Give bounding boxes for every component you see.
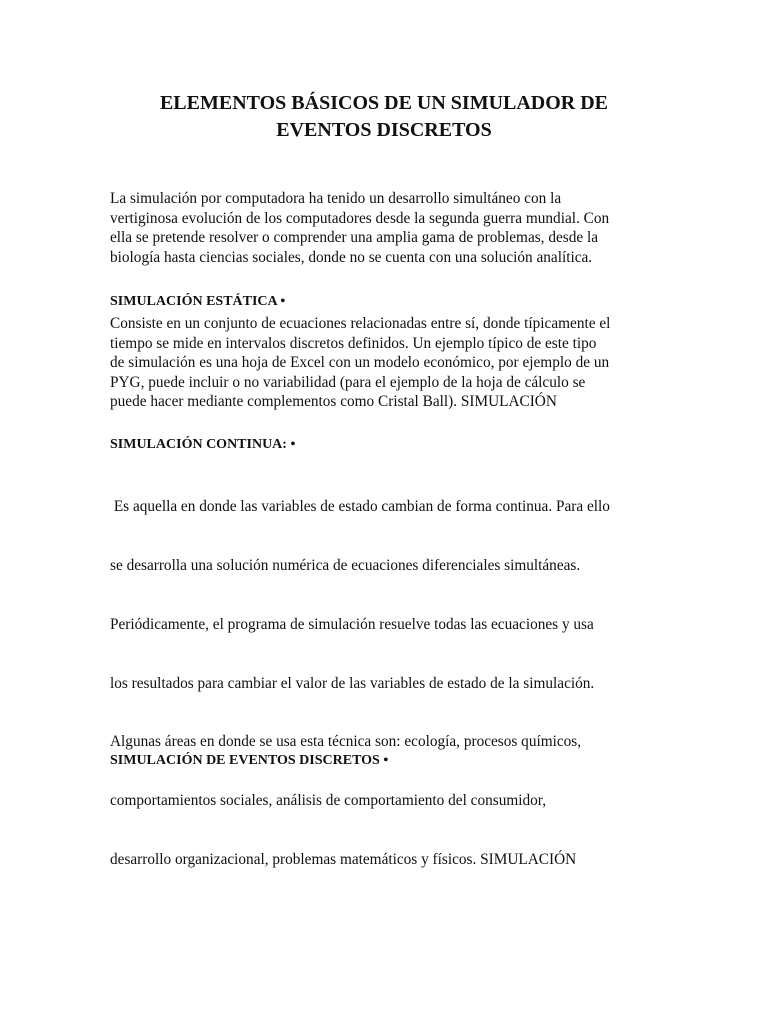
document-title (100, 90, 668, 144)
text-line: Consiste en un conjunto de ecuaciones relacionadas entre sí, donde típicamente el (110, 315, 611, 332)
text-line: biología hasta ciencias sociales, donde no se cuenta con una solución analítica. (110, 248, 593, 266)
text-line: de simulación es una hoja de Excel con un modelo económico, por ejemplo de un (110, 354, 610, 372)
text-line: ella se pretende resolver o comprender una amplia gama de problemas, desde la (110, 229, 599, 247)
section-paragraph-estatica (110, 314, 670, 412)
text-line: Es aquella en donde las variables de estado cambian de forma continua. Para ello (110, 498, 610, 516)
text-line: Periódicamente, el programa de simulación resuelve todas las ecuaciones y usa (110, 615, 594, 633)
text-line: vertiginosa evolución de los computadores desde la segunda guerra mundial. Con (110, 209, 610, 227)
text-line: se desarrolla una solución numérica de ecuaciones diferenciales simultáneas. (110, 556, 581, 574)
section-heading-eventos-discretos: SIMULACIÓN DE EVENTOS DISCRETOS • (110, 753, 389, 768)
intro-paragraph (110, 189, 670, 267)
text-line: los resultados para cambiar el valor de las variables de estado de la simulación. (110, 674, 595, 692)
section-paragraph-continua (110, 458, 670, 909)
section-heading-estatica: SIMULACIÓN ESTÁTICA • (110, 294, 286, 309)
text-line: Algunas áreas en donde se usa esta técnica son: ecología, procesos químicos, (110, 733, 582, 751)
text-line: tiempo se mide en intervalos discretos definidos. Un ejemplo típico de este tipo (110, 334, 597, 352)
text-line: puede hacer mediante complementos como Cristal Ball). SIMULACIÓN (110, 393, 557, 411)
text-line: desarrollo organizacional, problemas matemáticos y físicos. SIMULACIÓN (110, 850, 577, 868)
title-line: EVENTOS DISCRETOS (276, 119, 492, 141)
text-line: comportamientos sociales, análisis de comportamiento del consumidor, (110, 792, 547, 810)
text-line: La simulación por computadora ha tenido un desarrollo simultáneo con la (110, 190, 562, 207)
section-heading-continua: SIMULACIÓN CONTINUA: • (110, 437, 296, 452)
title-line: ELEMENTOS BÁSICOS DE UN SIMULADOR DE (159, 92, 609, 114)
text-line: PYG, puede incluir o no variabilidad (para el ejemplo de la hoja de cálculo se (110, 373, 586, 391)
